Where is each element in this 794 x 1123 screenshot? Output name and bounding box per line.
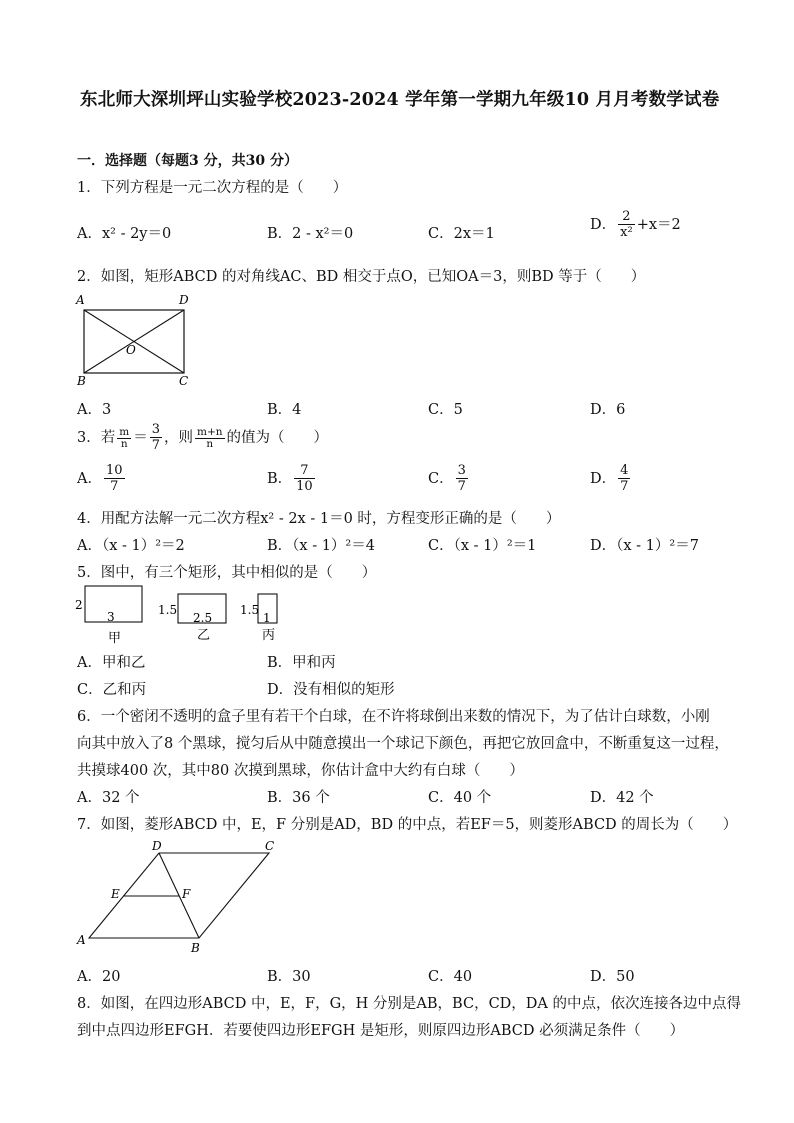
q5-option-b: B．甲和丙 bbox=[267, 655, 336, 671]
q3-stem-suffix: 的值为（ ） bbox=[226, 430, 329, 446]
q3-fraction-m-plus-n-over-n bbox=[195, 427, 225, 450]
q4-option-b: B．（x - 1）²＝4 bbox=[267, 538, 375, 554]
q6-line-3: 共摸球400 次，其中80 次摸到黑球，你估计盒中大约有白球（ ） bbox=[77, 763, 524, 779]
q6-option-b: B．36 个 bbox=[267, 790, 330, 806]
q5-rect-yi-side: 1.5 bbox=[158, 603, 178, 617]
q3-option-d-denominator: 7 bbox=[620, 479, 629, 494]
q8-line-2: 到中点四边形EFGH．若要使四边形EFGH 是矩形，则原四边形ABCD 必须满足条件（ ） bbox=[77, 1023, 685, 1039]
q1-option-d-prefix: D． bbox=[590, 217, 617, 233]
q3-option-b bbox=[267, 464, 317, 494]
q3-fraction-3-7-numerator: 3 bbox=[151, 422, 160, 437]
q4-stem: 4．用配方法解一元二次方程x² - 2x - 1＝0 时，方程变形正确的是（ ） bbox=[77, 511, 561, 527]
q3-option-c-fraction bbox=[456, 464, 468, 494]
q7-label-d: D bbox=[152, 839, 162, 853]
q5-rectangles-figure bbox=[72, 584, 292, 646]
q7-option-a: A．20 bbox=[77, 969, 121, 985]
q2-option-c: C．5 bbox=[428, 402, 463, 418]
q3-stem-mid: ，则 bbox=[163, 430, 193, 446]
q3-option-b-fraction bbox=[294, 464, 315, 494]
q3-option-a-fraction bbox=[104, 464, 125, 494]
q5-stem: 5．图中，有三个矩形，其中相似的是（ ） bbox=[77, 565, 377, 581]
q3-fraction-m-plus-n-numerator: m+n bbox=[196, 425, 223, 438]
q7-option-c: C．40 bbox=[428, 969, 473, 985]
q3-fraction-m-plus-n-denominator: n bbox=[206, 437, 214, 450]
q3-fraction-m-n-denominator: n bbox=[120, 437, 128, 450]
q5-rect-bing-side: 1.5 bbox=[240, 603, 260, 617]
q6-line-1: 6．一个密闭不透明的盒子里有若干个白球，在不许将球倒出来数的情况下，为了估计白球数，小刚 bbox=[77, 709, 710, 725]
q1-stem: 1．下列方程是一元二次方程的是（ ） bbox=[77, 180, 348, 196]
q6-line-2: 向其中放入了8 个黑球，搅匀后从中随意摸出一个球记下颜色，再把它放回盒中，不断重复这一过程， bbox=[77, 736, 729, 752]
q4-option-a: A．（x - 1）²＝2 bbox=[77, 538, 185, 554]
q5-rect-jia-side: 2 bbox=[75, 598, 83, 612]
q7-label-a: A bbox=[77, 933, 86, 947]
q2-label-c: C bbox=[179, 374, 189, 388]
q3-option-d bbox=[590, 464, 632, 494]
q3-fraction-m-n bbox=[117, 427, 131, 450]
q7-option-b: B．30 bbox=[267, 969, 311, 985]
q3-option-c-prefix: C． bbox=[428, 471, 454, 487]
q3-option-a-prefix: A． bbox=[77, 471, 102, 487]
q3-option-b-prefix: B． bbox=[267, 471, 293, 487]
q7-label-c: C bbox=[265, 839, 275, 853]
q3-fraction-3-7-denominator: 7 bbox=[151, 438, 160, 453]
q1-option-d-numerator: 2 bbox=[618, 210, 635, 225]
q2-label-d: D bbox=[179, 293, 189, 307]
q3-stem bbox=[77, 423, 328, 453]
q2-label-o: O bbox=[126, 343, 136, 357]
q1-option-d bbox=[590, 210, 681, 240]
q5-option-a: A．甲和乙 bbox=[77, 655, 146, 671]
q7-option-d: D．50 bbox=[590, 969, 635, 985]
q4-option-d: D．（x - 1）²＝7 bbox=[590, 538, 699, 554]
q2-rectangle-figure bbox=[72, 290, 202, 390]
q1-option-a: A．x² - 2y＝0 bbox=[77, 226, 172, 242]
q5-option-c: C．乙和丙 bbox=[77, 682, 147, 698]
q3-option-d-fraction bbox=[618, 464, 630, 494]
section-heading: 一．选择题（每题3 分，共30 分） bbox=[77, 153, 298, 169]
q2-stem: 2．如图，矩形ABCD 的对角线AC、BD 相交于点O，已知OA＝3，则BD 等于（ ） bbox=[77, 269, 646, 285]
q5-rect-jia-name: 甲 bbox=[108, 631, 122, 646]
exam-title: 东北师大深圳坪山实验学校2023-2024 学年第一学期九年级10 月月考数学试卷 bbox=[80, 90, 720, 110]
q3-option-d-prefix: D． bbox=[590, 471, 617, 487]
q3-option-a-numerator: 10 bbox=[105, 463, 123, 478]
q2-label-b: B bbox=[77, 374, 86, 388]
q7-label-e: E bbox=[111, 887, 120, 901]
q3-option-b-denominator: 10 bbox=[296, 479, 313, 494]
q3-stem-prefix: 3．若 bbox=[77, 430, 116, 446]
q1-option-d-denominator: x² bbox=[620, 225, 633, 240]
q7-label-f: F bbox=[182, 887, 191, 901]
q3-option-a bbox=[77, 464, 127, 494]
q3-fraction-3-7 bbox=[150, 423, 162, 453]
q5-rect-yi-name: 乙 bbox=[197, 628, 211, 643]
q4-option-c: C．（x - 1）²＝1 bbox=[428, 538, 537, 554]
q3-option-c-numerator: 3 bbox=[457, 463, 466, 478]
q8-line-1: 8．如图，在四边形ABCD 中，E，F，G，H 分别是AB，BC，CD，DA 的中点，依次连接各边中点得 bbox=[77, 996, 742, 1012]
q5-option-d: D．没有相似的矩形 bbox=[267, 682, 395, 698]
q6-option-d: D．42 个 bbox=[590, 790, 654, 806]
q6-option-a: A．32 个 bbox=[77, 790, 140, 806]
q6-option-c: C．40 个 bbox=[428, 790, 492, 806]
q3-fraction-m-n-numerator: m bbox=[119, 425, 130, 438]
q2-label-a: A bbox=[76, 293, 85, 307]
q2-option-b: B．4 bbox=[267, 402, 302, 418]
q3-option-c bbox=[428, 464, 470, 494]
q3-option-b-numerator: 7 bbox=[294, 464, 315, 479]
q1-option-b: B．2 - x²＝0 bbox=[267, 226, 354, 242]
q5-rect-bing-bottom: 1 bbox=[263, 611, 271, 625]
q3-option-d-numerator: 4 bbox=[620, 463, 629, 478]
q3-option-a-denominator: 7 bbox=[110, 479, 119, 494]
q2-option-d: D．6 bbox=[590, 402, 626, 418]
q5-rect-bing-name: 丙 bbox=[262, 628, 276, 643]
q1-option-d-fraction bbox=[618, 210, 635, 240]
q3-equals: ＝ bbox=[133, 430, 148, 446]
q1-option-d-suffix: +x＝2 bbox=[636, 217, 681, 233]
q7-rhombus-figure bbox=[72, 836, 287, 956]
q5-rect-jia-bottom: 3 bbox=[107, 610, 115, 624]
q3-option-c-denominator: 7 bbox=[457, 479, 466, 494]
q2-option-a: A．3 bbox=[77, 402, 112, 418]
q7-label-b: B bbox=[191, 941, 200, 955]
q5-rect-yi-bottom: 2.5 bbox=[193, 611, 213, 625]
q7-stem: 7．如图，菱形ABCD 中，E，F 分别是AD，BD 的中点，若EF＝5，则菱形ABCD 的周长为（ ） bbox=[77, 817, 738, 833]
q1-option-c: C．2x＝1 bbox=[428, 226, 495, 242]
